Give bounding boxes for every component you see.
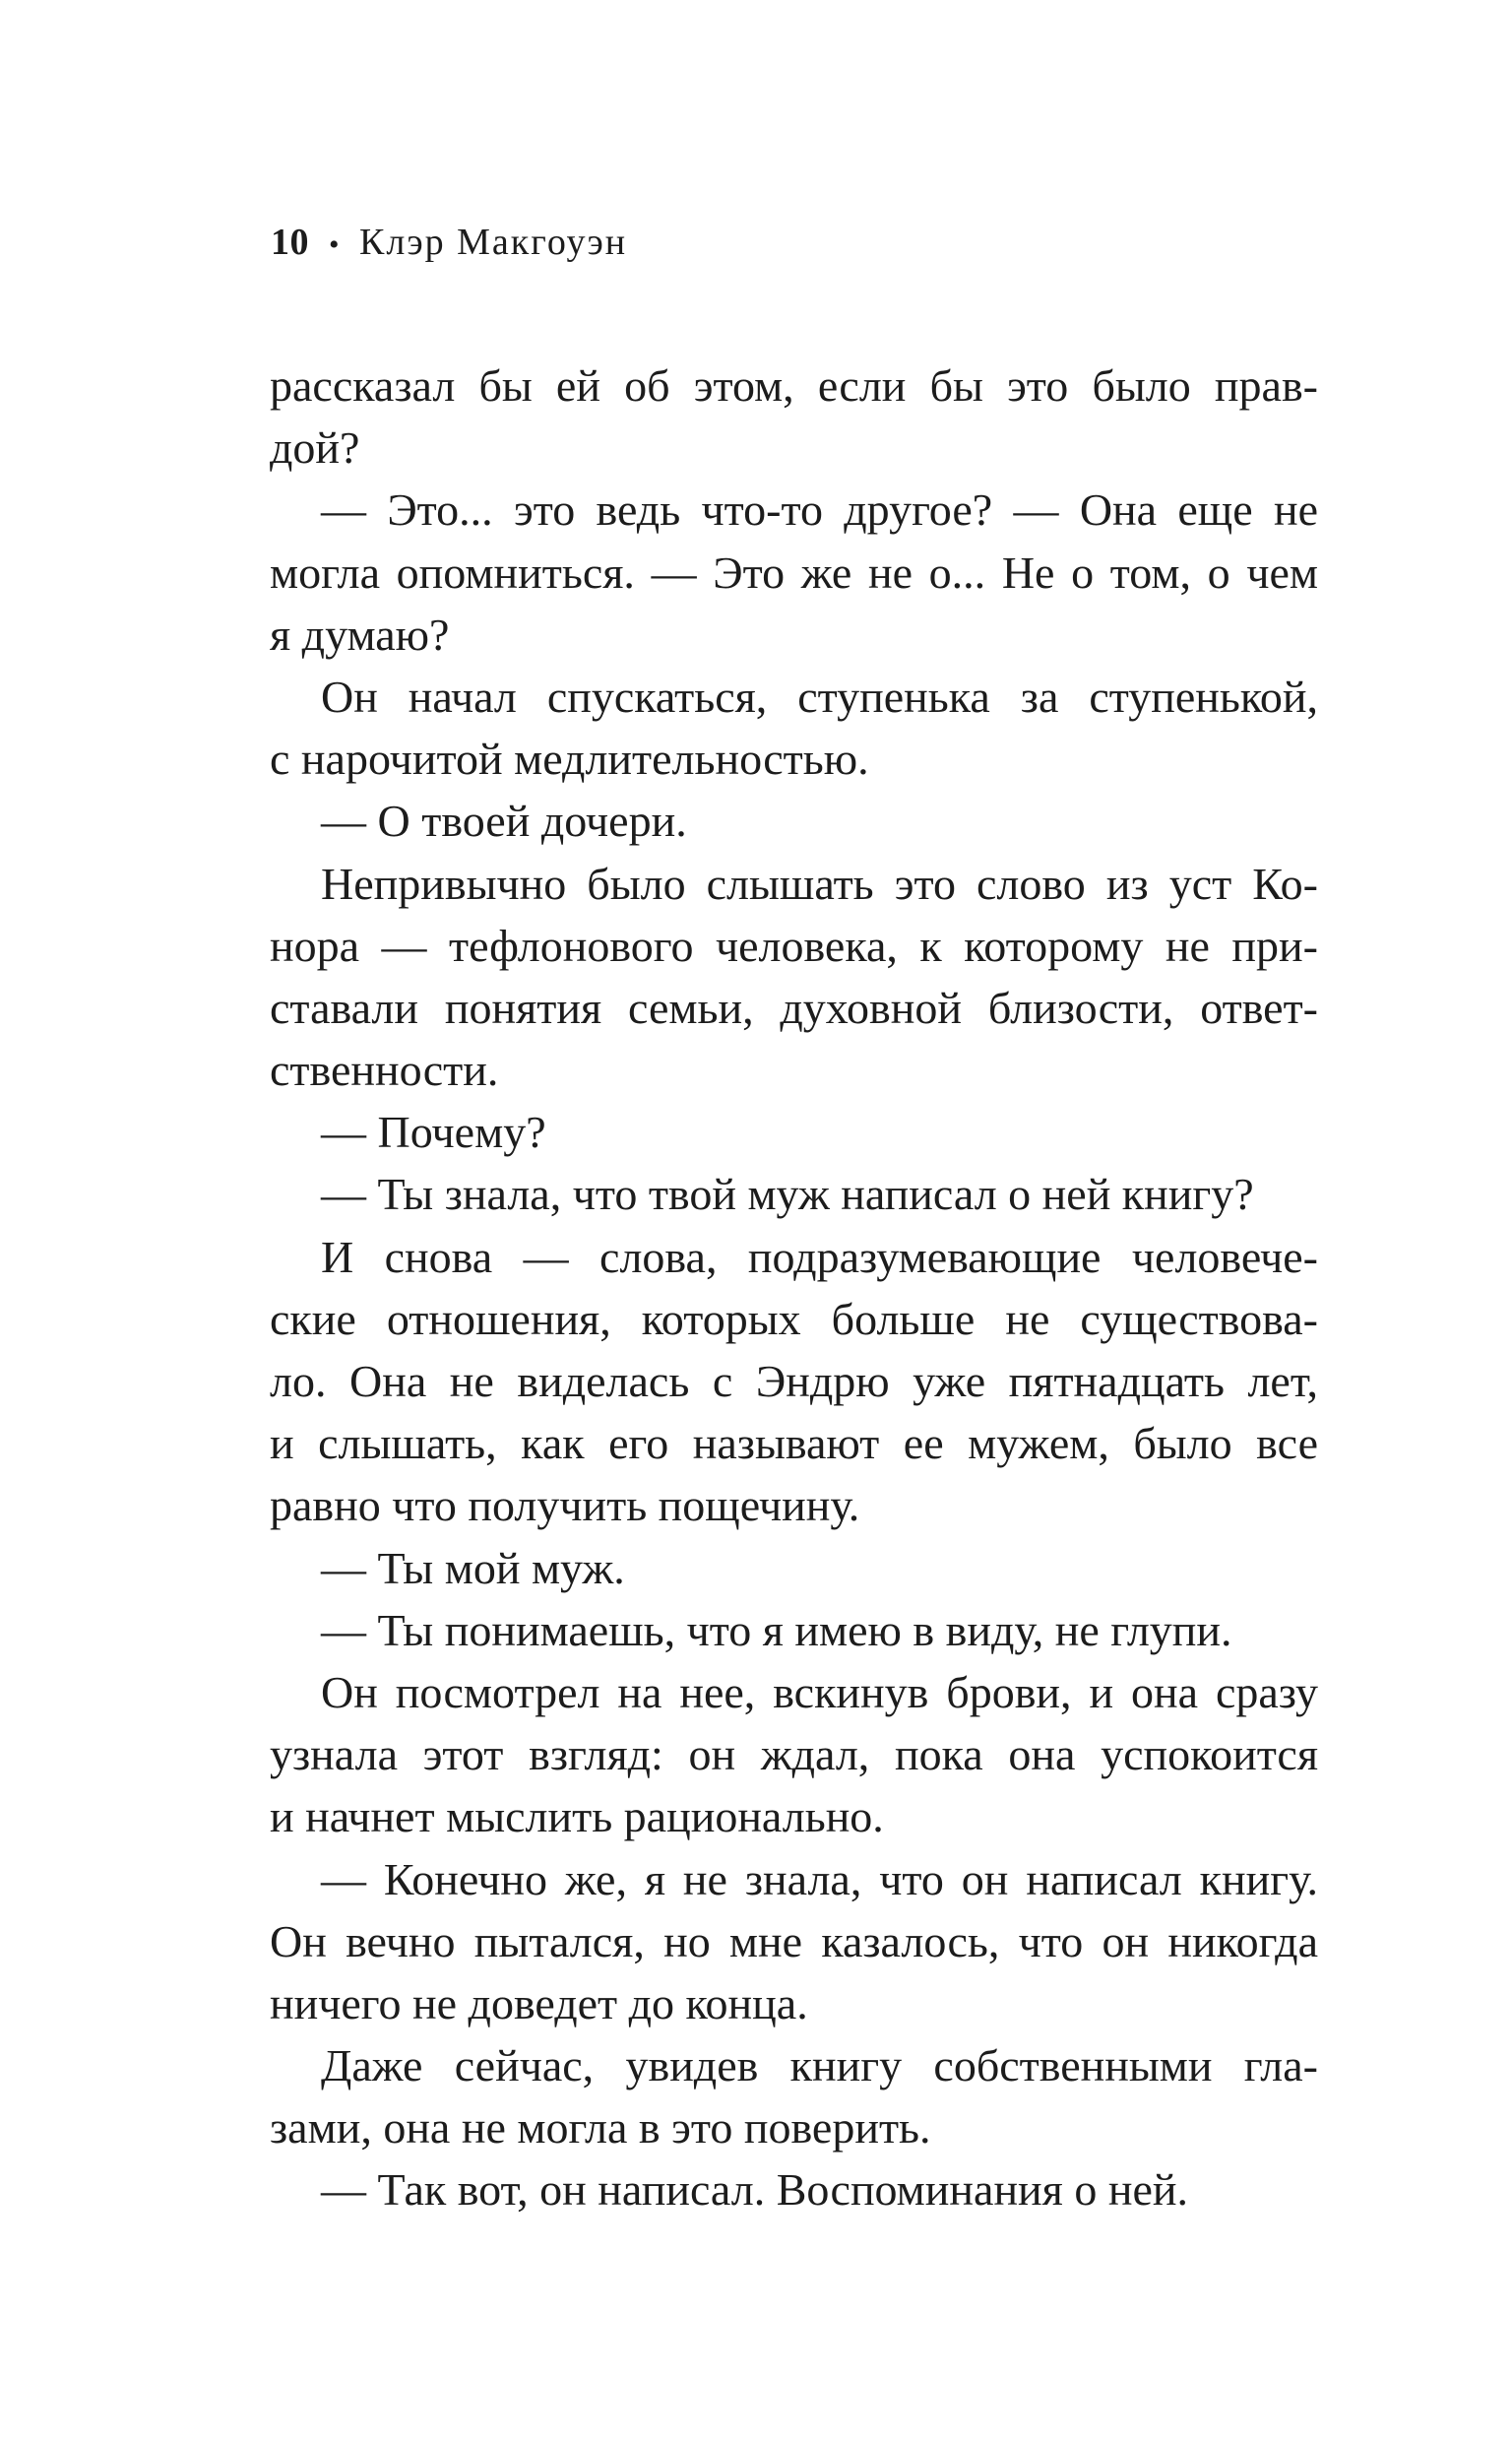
page-number: 10 [271, 222, 309, 263]
text-line: И снова — слова, подразумевающие человече- [321, 1231, 1318, 1282]
text-line: равно что получить пощечину. [270, 1480, 860, 1531]
text-line: Он начал спускаться, ступенька за ступенькой, [321, 671, 1318, 722]
text-line: дой? [270, 422, 360, 474]
text-line: — Конечно же, я не знала, что он написал книгу. [321, 1853, 1318, 1904]
text-line: ничего не доведет до конца. [270, 1977, 808, 2028]
text-line: — Ты понимаешь, что я имею в виду, не глупи. [321, 1604, 1232, 1655]
text-line: Даже сейчас, увидев книгу собственными гла- [321, 2040, 1318, 2091]
text-line: Он посмотрел на нее, вскинув брови, и она сразу [321, 1666, 1318, 1717]
text-line: зами, она не могла в это поверить. [270, 2102, 931, 2154]
running-head [271, 219, 627, 269]
text-line: с нарочитой медлительностью. [270, 734, 869, 785]
text-line: — О твоей дочери. [321, 796, 687, 847]
text-line: ставали понятия семьи, духовной близости, ответ- [270, 982, 1318, 1033]
text-line: нора — тефлонового человека, к которому не при- [270, 920, 1318, 971]
text-line: и слышать, как его называют ее мужем, было все [270, 1418, 1318, 1469]
text-line: узнала этот взгляд: он ждал, пока она успокоится [270, 1729, 1318, 1780]
text-line: — Это... это ведь что-то другое? — Она еще не [321, 484, 1318, 536]
text-line: могла опомниться. — Это же не о... Не о том, о чем [270, 546, 1318, 598]
text-line: рассказал бы ей об этом, если бы это было прав- [270, 360, 1318, 411]
text-line: Он вечно пытался, но мне казалось, что он никогда [270, 1915, 1318, 1966]
text-line: ственности. [270, 1045, 499, 1096]
text-line: ло. Она не виделась с Эндрю уже пятнадцать лет, [270, 1356, 1318, 1406]
text-line: — Почему? [321, 1107, 546, 1158]
text-line: — Так вот, он написал. Воспоминания о ней. [321, 2164, 1188, 2216]
text-line: и начнет мыслить рационально. [270, 1791, 884, 1842]
body-text [270, 354, 1318, 2221]
text-line: — Ты знала, что твой муж написал о ней книгу? [321, 1169, 1254, 1220]
text-line: я думаю? [270, 609, 450, 660]
header-separator: • [329, 228, 341, 261]
text-line: — Ты мой муж. [321, 1542, 625, 1593]
text-line: Непривычно было слышать это слово из уст Ко- [321, 858, 1318, 909]
text-line: ские отношения, которых больше не существова- [270, 1293, 1318, 1344]
author-name: Клэр Макгоуэн [359, 222, 628, 263]
